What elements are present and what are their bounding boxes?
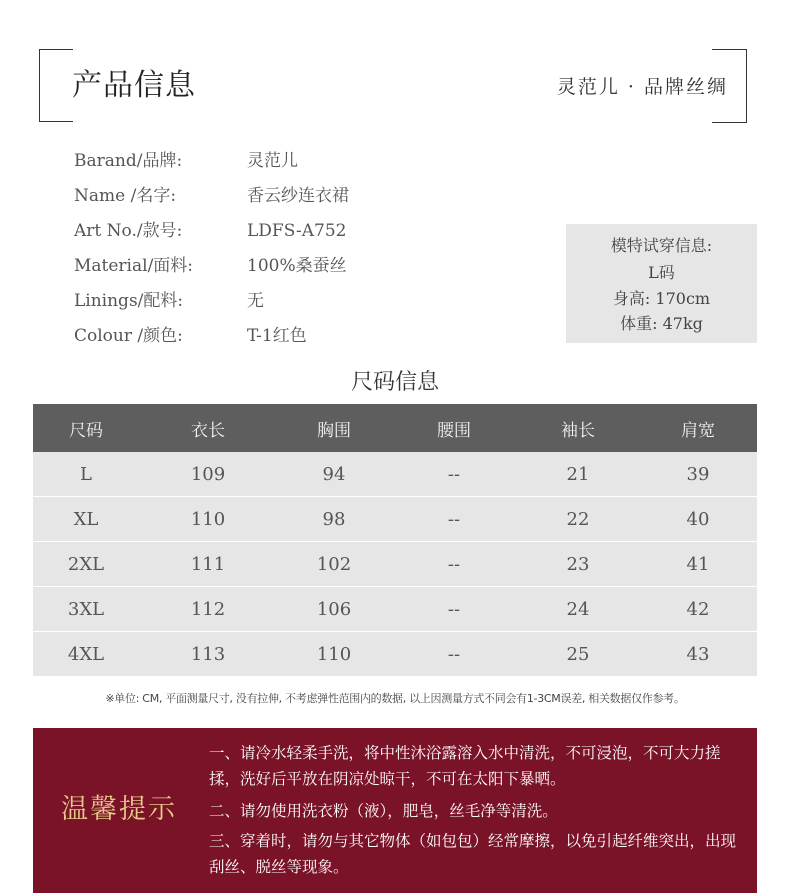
size-table-header xyxy=(33,404,757,452)
info-value: 100%桑蚕丝 xyxy=(247,256,347,276)
table-cell: -- xyxy=(447,643,461,665)
model-info-box xyxy=(566,224,757,343)
table-cell: 111 xyxy=(190,553,226,575)
info-value: 香云纱连衣裙 xyxy=(247,186,349,206)
table-cell: 25 xyxy=(566,643,590,665)
care-item: 二、请勿使用洗衣粉（液），肥皂，丝毛净等清洗。 xyxy=(209,802,558,820)
table-cell: 102 xyxy=(316,553,352,575)
table-cell: XL xyxy=(73,508,99,530)
table-cell: 110 xyxy=(316,643,352,665)
header-cell: 袖长 xyxy=(561,420,595,441)
table-cell: 21 xyxy=(566,463,590,485)
header-cell: 胸围 xyxy=(317,420,351,441)
model-height: 身高: 170cm xyxy=(612,289,711,308)
info-label: Name /名字: xyxy=(74,186,177,206)
care-heading: 温馨提示 xyxy=(61,794,177,825)
page-title: 产品信息 xyxy=(72,68,196,103)
info-value: 无 xyxy=(247,291,264,311)
table-row xyxy=(33,497,757,542)
table-cell: 23 xyxy=(566,553,590,575)
header-bracket-left xyxy=(39,49,73,122)
table-cell: 39 xyxy=(686,463,710,485)
table-cell: 3XL xyxy=(67,598,105,620)
table-cell: 43 xyxy=(686,643,710,665)
brand-tagline: 灵范儿 · 品牌丝绸 xyxy=(556,76,728,98)
size-section-title: 尺码信息 xyxy=(350,370,439,395)
table-cell: 110 xyxy=(190,508,226,530)
info-label: Linings/配料: xyxy=(74,291,184,311)
table-row xyxy=(33,452,757,497)
table-cell: -- xyxy=(447,553,461,575)
table-cell: 42 xyxy=(686,598,710,620)
table-cell: L xyxy=(80,463,92,485)
header-cell: 衣长 xyxy=(191,420,225,441)
model-weight: 体重: 47kg xyxy=(620,314,703,333)
table-cell: 24 xyxy=(566,598,590,620)
table-cell: 2XL xyxy=(67,553,105,575)
table-cell: 109 xyxy=(190,463,226,485)
table-cell: 40 xyxy=(686,508,710,530)
model-heading: 模特试穿信息: xyxy=(610,236,713,255)
table-cell: 41 xyxy=(686,553,710,575)
table-cell: 112 xyxy=(190,598,226,620)
care-item: 三、穿着时，请勿与其它物体（如包包）经常摩擦，以免引起纤维突出，出现刮丝、脱丝等现象。 xyxy=(209,832,737,876)
table-cell: 98 xyxy=(322,508,346,530)
table-cell: -- xyxy=(447,463,461,485)
care-item: 一、请冷水轻柔手洗，将中性沐浴露溶入水中清洗，不可浸泡，不可大力搓揉，洗好后平放在阴凉处晾干，不可在太阳下暴晒。 xyxy=(209,744,721,788)
table-cell: -- xyxy=(447,598,461,620)
info-label: Barand/品牌: xyxy=(74,151,183,171)
info-value: 灵范儿 xyxy=(247,151,298,171)
table-row xyxy=(33,587,757,632)
header-cell: 尺码 xyxy=(69,420,103,441)
table-cell: 4XL xyxy=(67,643,105,665)
header-cell: 腰围 xyxy=(437,420,471,441)
table-cell: 106 xyxy=(316,598,352,620)
info-value: T-1红色 xyxy=(247,326,307,346)
table-cell: 22 xyxy=(566,508,590,530)
care-panel xyxy=(33,728,757,893)
table-cell: -- xyxy=(447,508,461,530)
header-cell: 肩宽 xyxy=(681,420,715,441)
table-row xyxy=(33,632,757,677)
model-size: L码 xyxy=(648,263,675,282)
info-label: Material/面料: xyxy=(74,256,194,276)
size-table xyxy=(33,404,757,677)
table-cell: 94 xyxy=(322,463,346,485)
info-label: Colour /颜色: xyxy=(74,326,183,346)
size-note: ※单位: CM, 平面测量尺寸, 没有拉伸, 不考虑弹性范围内的数据, 以上因测量方式不同会有1-3CM误差, 相关数据仅作参考。 xyxy=(105,692,685,705)
info-value: LDFS-A752 xyxy=(247,221,347,241)
table-row xyxy=(33,542,757,587)
table-cell: 113 xyxy=(190,643,226,665)
info-label: Art No./款号: xyxy=(74,221,183,241)
